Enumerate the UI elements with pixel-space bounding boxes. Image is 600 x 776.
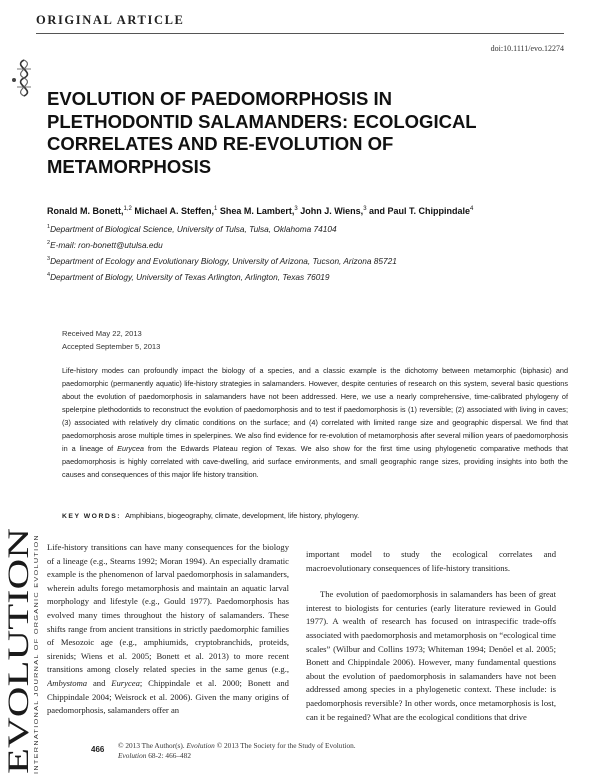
header-divider (36, 33, 564, 34)
author-affil-ref: 1 (214, 206, 218, 212)
affiliation (47, 272, 330, 282)
accepted-date: Accepted September 5, 2013 (62, 342, 161, 351)
body-text: important model to study the ecological correlates and macroevolutionary consequences of life-history transitions. (306, 549, 556, 573)
author-name: Shea M. Lambert, (217, 206, 295, 216)
keywords (62, 511, 359, 520)
email-link[interactable]: E-mail: ron-bonett@utulsa.edu (50, 240, 163, 250)
citation-text: 68-2: 466–482 (146, 751, 191, 760)
abstract (62, 364, 568, 481)
affiliation-number: 4 (47, 272, 51, 279)
abstract-text: Life-history modes can profoundly impact the biology of a species, and a classic example is the dichotomy between metamorphic (biphasic) and paedomorphic (permanently aquatic) life-history strategies in salamanders. However, despite centuries of research on this system, several basic questions about the evolution of paedomorphosis in salamanders have not been addressed. Here, we use a nearly comprehensive, time-calibrated phylogeny of spelerpine plethodontids to reconstruct the evolution of paedomorphosis and to test if paedomorphosis is (1) reversible; (2) associated with living in caves; (3) associated with relatively dry climatic conditions on the surface; and (4) correlated with limited range size and geographic dispersal. We find that paedomorphosis arose multiple times in spelerpines. We also find evidence for re-evolution of metamorphosis after several million years of paedomorphosis in a lineage of (62, 366, 568, 453)
affiliation (47, 224, 337, 234)
body-column-right (306, 548, 556, 764)
evolution-logo-icon (4, 56, 44, 104)
article-type-label: ORIGINAL ARTICLE (36, 13, 185, 27)
spine-journal-name: EVOLUTION (2, 600, 35, 774)
page-number: 466 (91, 745, 105, 754)
title-line: EVOLUTION OF PAEDOMORPHOSIS IN (47, 88, 393, 109)
copyright-line (118, 741, 356, 751)
affiliation-email (47, 240, 163, 250)
citation-journal: Evolution (118, 751, 147, 760)
author-affil-ref: 4 (470, 206, 474, 212)
affiliation-text: Department of Biology, University of Texas Arlington, Arlington, Texas 76019 (50, 272, 330, 282)
title-line: PLETHODONTID SALAMANDERS: ECOLOGICAL (47, 110, 477, 132)
journal-spine (0, 526, 42, 776)
title-line: CORRELATES AND RE-EVOLUTION OF (47, 133, 394, 154)
author-affil-ref: 1,2 (123, 206, 132, 212)
author-affil-ref: 3 (363, 206, 367, 212)
citation-line (118, 751, 356, 761)
body-column-left (47, 541, 289, 769)
article-title (47, 88, 567, 178)
affiliation-text: Department of Biological Science, University of Tulsa, Tulsa, Oklahoma 74104 (50, 224, 337, 234)
body-text: ; Chippindale et al. 2000; Bonett and Chippindale 2004; Weisrock et al. 2006). Given the many origins of paedomorphosis, salamanders offer an (47, 677, 289, 716)
author-name: Michael A. Steffen, (131, 206, 215, 216)
copyright-text: © 2013 The Author(s). (118, 741, 187, 750)
copyright-text: © 2013 The Society for the Study of Evolution. (214, 741, 356, 750)
abstract-genus: Eurycea (117, 444, 144, 453)
affiliation-number: 1 (47, 224, 51, 231)
title-line: METAMORPHOSIS (47, 155, 212, 177)
spine-journal-subtitle: INTERNATIONAL JOURNAL OF ORGANIC EVOLUTION (34, 589, 40, 774)
copyright-journal: Evolution (186, 741, 215, 750)
author-list (47, 206, 473, 216)
keywords-text: Amphibians, biogeography, climate, development, life history, phylogeny. (125, 511, 360, 520)
affiliation (47, 256, 397, 266)
footer-copyright (118, 741, 356, 761)
author-name: Ronald M. Bonett, (47, 206, 124, 216)
body-genus: Eurycea (111, 677, 140, 688)
received-date: Received May 22, 2013 (62, 329, 142, 338)
body-text: The evolution of paedomorphosis in salamanders has been of great interest to biologists for centuries (early literature reviewed in Gould 1977). A wealth of research has focused on intraspecific trade-offs associated with paedomorphosis and metamorphosis on “ecological time scales” (Wilbur and Collins 1973; Whiteman 1994; Denöel et al. 2005; Bonett and Chippindale 2006). However, many fundamental questions about the evolution of paedomorphosis in salamanders have not been addressed among species in a phylogenetic context. These include: is paedomorphosis reversible? In other words, once metamorphosis is lost, can it be regained? What are the ecological conditions that drive (306, 589, 556, 722)
affiliation-text: Department of Ecology and Evolutionary Biology, University of Arizona, Tucson, Arizona 85721 (50, 256, 397, 266)
keywords-label: KEY WORDS: (62, 513, 122, 520)
author-affil-ref: 3 (294, 206, 298, 212)
doi[interactable]: doi:10.1111/evo.12274 (490, 44, 564, 53)
body-genus: Ambystoma (47, 677, 88, 688)
affiliation-number: 3 (47, 256, 51, 263)
body-text: and (87, 677, 112, 688)
author-name: and Paul T. Chippindale (366, 206, 471, 216)
body-text: Life-history transitions can have many consequences for the biology of a lineage (e.g., Stearns 1992; Moran 1994). An especially dramatic example is the phenomenon of larval paedomorphosis in salamanders, wherein adults forego metamorphosis and maintain an aquatic larval morphology and lifestyle (e.g., Gould 1977). Paedomorphosis has evolved many times throughout the history of salamanders. These shifts range from ancient transitions in strictly paedomorphic families of Mesozoic age (e.g., amphiumids, cryptobranchids, proteids, sirenids; Wiens et al. 2005; Bonett et al. 2013) to more recent transitions among closely related species in the same genus (e.g., (47, 542, 289, 675)
author-name: John J. Wiens, (297, 206, 364, 216)
affiliation-number: 2 (47, 240, 51, 247)
abstract-text: from the Edwards Plateau region of Texas. We also show for the first time using phylogenetic comparative methods that paedomorphosis is highly correlated with cave-dwelling, arid surface environments, and small geographic range sizes, providing insights into both the causes and consequences of this major life history transition. (62, 444, 568, 479)
